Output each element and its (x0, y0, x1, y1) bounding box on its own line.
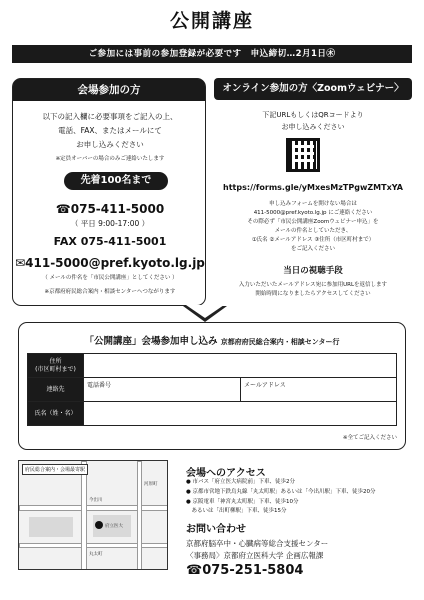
online-instruction-1: 下記URLもしくはQRコードより (262, 111, 364, 119)
phone-field-label: 電話番号 (87, 382, 112, 389)
phone-field[interactable] (84, 378, 241, 402)
online-note-6: をご記入ください (290, 246, 335, 252)
map-block (29, 517, 73, 537)
venue-phone[interactable]: ☎075-411-5000 (55, 202, 165, 216)
qr-code-icon[interactable] (286, 138, 320, 172)
table-row (28, 402, 397, 426)
venue-marker-icon (95, 521, 103, 529)
map-text-hospital: 府立医大 (105, 524, 123, 529)
first-come-badge: 先着100名まで (64, 172, 168, 190)
map-road-vertical (81, 461, 87, 570)
venue-capacity-note: ※定員オーバーの場合のみご連絡いたします (55, 156, 165, 162)
venue-instruction-1: 以下の記入欄に必要事項をご記入の上、 (42, 112, 178, 121)
online-note-1: 申し込みフォームを開けない場合は (269, 201, 357, 207)
address-field[interactable] (84, 354, 397, 378)
down-arrow-inner (186, 305, 224, 318)
contact-label: 連絡先 (28, 378, 84, 402)
name-field[interactable] (84, 402, 397, 426)
venue-email-note: （ メールの件名を「市民公開講座」としてください ） (42, 275, 178, 281)
venue-participation-box (12, 78, 206, 306)
form-title-main: 「公開講座」会場参加申し込み (84, 336, 218, 347)
table-row (28, 354, 397, 378)
table-row (28, 378, 397, 402)
contact-office: 〈事務局〉京都府立医科大学 企画広報課 (186, 551, 324, 560)
venue-heading: 会場参加の方 (13, 79, 205, 101)
online-instruction-2: お申し込みください (281, 123, 345, 131)
map-text-north: 今出川 (89, 498, 103, 503)
access-map (18, 460, 168, 570)
address-label (28, 354, 84, 378)
access-item-2: ● 京都市営地下鉄烏丸線「丸太町駅」あるいは「今出川駅」下車、徒歩20分 (186, 489, 376, 495)
address-label-text: 住所 (49, 357, 62, 365)
address-label-sub: (市区町村まで) (35, 365, 76, 373)
online-note-5: ①氏名 ②メールアドレス ③住所（市区町村まで） (251, 237, 375, 243)
mail-field[interactable] (241, 378, 397, 402)
name-label: 氏名（姓・名） (28, 402, 84, 426)
venue-fax: FAX 075-411-5001 (53, 235, 167, 248)
venue-instruction-2: 電話、FAX、またはメールにて (58, 126, 162, 135)
page-title: 公開講座 (169, 10, 254, 32)
access-item-4: あるいは「出町柳駅」下車、徒歩15分 (186, 508, 287, 514)
venue-email[interactable]: ✉411-5000@pref.kyoto.lg.jp (15, 256, 205, 270)
online-form-url[interactable]: https://forms.gle/yMxesMzTPgwZMTxYA (223, 183, 403, 192)
access-heading: 会場へのアクセス (186, 468, 266, 479)
form-table (27, 353, 397, 426)
online-note-3: その際必ず「市民公開講座Zoomウェビナー申込」を (247, 219, 379, 225)
map-road-horizontal (19, 505, 168, 511)
contact-phone[interactable]: ☎075-251-5804 (186, 563, 304, 578)
map-label: 府民総合案内・会場最寄駅 (22, 464, 88, 475)
form-note: ※全てご記入ください (342, 435, 397, 441)
map-road-vertical-2 (137, 461, 142, 570)
venue-guide-note: ※京都府府民総合案内・相談センターへつながります (44, 289, 176, 295)
contact-org: 京都府脳卒中・心臓病等総合支援センター (186, 539, 329, 548)
venue-instruction-3: お申し込みください (76, 140, 144, 149)
viewing-note-1: 入力いただいたメールアドレス宛に参加用URLを返信します (238, 282, 388, 288)
registration-notice: ご参加には事前の参加登録が必要です 申込締切…2月1日㊍ (12, 45, 412, 63)
online-heading: オンライン参加の方〈Zoomウェビナー〉 (214, 78, 412, 100)
access-item-1: ● 市バス「府立医大病院前」下車、徒歩2分 (186, 479, 296, 485)
viewing-note-2: 開始時間になりましたらアクセスしてください (255, 291, 371, 297)
application-form (18, 322, 406, 450)
online-note-2: 411-5000@pref.kyoto.lg.jp にご連絡ください (253, 210, 373, 216)
map-text-south: 丸太町 (89, 552, 103, 557)
venue-hours: （ 平日 9:00-17:00 ） (70, 219, 150, 228)
viewing-heading: 当日の視聴手段 (283, 266, 343, 276)
online-note-4: メールの件名としていただき、 (274, 228, 352, 234)
map-text-street: 河原町 (144, 482, 158, 487)
form-title (19, 333, 405, 347)
access-item-3: ● 京阪電車「神宮丸太町駅」下車、徒歩10分 (186, 499, 299, 505)
mail-field-label: メールアドレス (244, 382, 286, 389)
contact-heading: お問い合わせ (186, 524, 246, 535)
map-road-horizontal-2 (19, 543, 168, 548)
form-subtitle: 京都府府民総合案内・相談センター行 (220, 338, 340, 346)
